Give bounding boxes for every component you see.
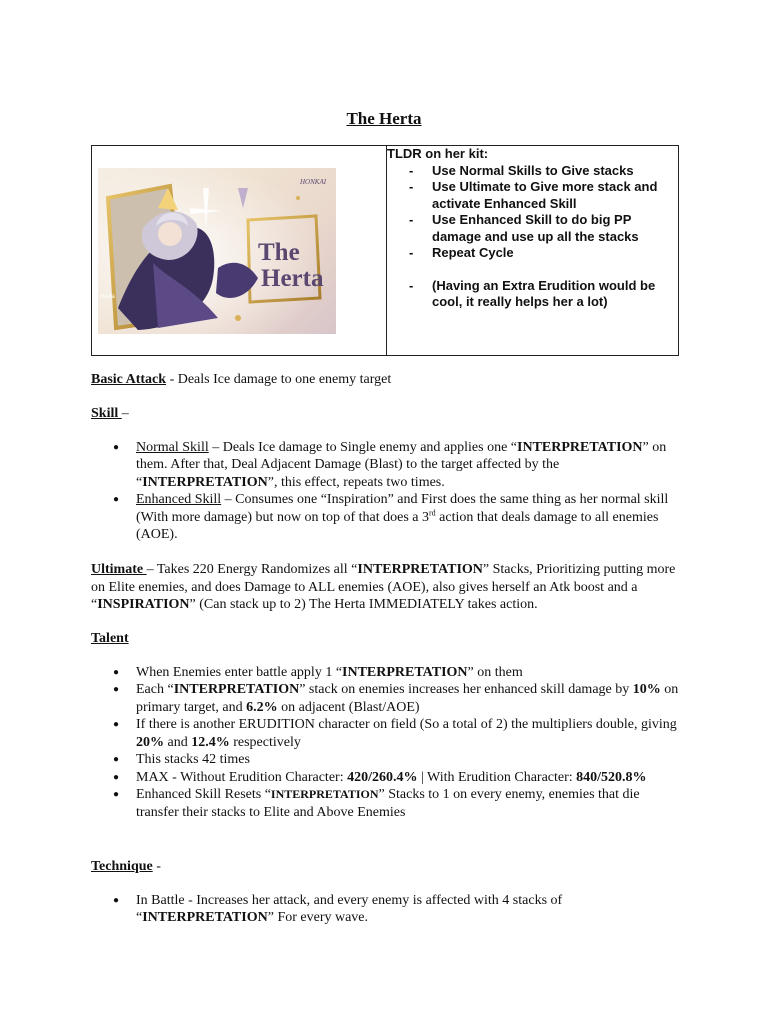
text-run: on primary target, and [136,682,679,715]
talent-list [91,664,681,822]
keyword: INTERPRETATION [342,664,468,680]
banner-cell [92,146,387,356]
keyword: INSPIRATION [97,597,190,612]
superscript: rd [428,507,436,517]
text-run: action that deals damage to all enemies (AOE). [136,509,659,542]
text-run: respectively [229,734,301,750]
text-run: MAX - Without Erudition Character: [136,769,348,785]
list-item [136,491,681,544]
tldr-cell [387,146,679,356]
character-banner-image [98,168,336,334]
kit-summary-table [91,145,679,356]
technique-label: Technique [91,859,153,874]
list-item [136,892,681,927]
list-item [136,716,681,751]
banner-artwork [98,168,336,334]
text-run: ” on them [467,664,523,680]
keyword: INTERPRETATION [357,562,483,577]
text-run: ” Stacks, Prioritizing putting more on Elite enemies, and does Damage to ALL enemies (AOE), also gives herself an Atk boost and a “ [91,562,676,612]
basic-attack-text: - Deals Ice damage to one enemy target [166,372,392,387]
value: 840/520.8% [576,769,647,785]
value: 6.2% [246,699,278,715]
value: 20% [136,734,164,750]
normal-skill-label: Normal Skill [136,439,209,455]
list-item [136,786,681,821]
text-run: ” on them. After that, Deal Adjacent Damage (Blast) to the target affected by the “ [136,439,667,490]
text-run: ” (Can stack up to 2) The Herta IMMEDIATELY takes action. [189,597,538,612]
skill-dash: – [121,406,129,421]
technique-list [91,892,681,927]
tldr-heading: TLDR on her kit: [387,146,489,161]
tldr-item: - (Having an Extra Erudition would be cool, it really helps her a lot) [409,278,678,311]
value: 12.4% [191,734,230,750]
value: 420/260.4% [347,769,418,785]
talent-section [91,630,681,821]
skill-label: Skill [91,406,122,421]
tldr-list [387,163,678,311]
list-item [136,664,681,682]
ultimate-label: Ultimate [91,562,147,577]
text-run: – Consumes one “Inspiration” and First does the same thing as her normal skill (With more damage) but now on top of that does a 3 [136,492,669,525]
text-run: If there is another ERUDITION character on field (So a total of 2) the multipliers double, giving [136,717,677,732]
text-run: ”, this effect, repeats two times. [267,474,445,490]
ultimate-section [91,561,681,614]
enhanced-skill-label: Enhanced Skill [136,492,222,507]
tldr-item: - Use Ultimate to Give more stack and activate Enhanced Skill [409,179,678,212]
tldr-item: - Repeat Cycle [409,245,678,262]
banner-logo: HONKAI [300,178,327,186]
keyword: INTERPRETATION [517,439,643,455]
text-run: Each “ [136,682,174,697]
document-title: The Herta [346,109,422,128]
text-run: – Deals Ice damage to Single enemy and applies one “ [208,439,518,455]
keyword: INTERPRETATION [142,910,268,925]
text-run: In Battle - Increases her attack, and every enemy is affected with 4 stacks of “ [136,892,563,925]
text-run: ” For every wave. [267,910,369,925]
keyword: INTERPRETATION [173,682,300,697]
tldr-item: - Use Normal Skills to Give stacks [409,163,678,180]
banner-title-line1: The [258,239,300,266]
tldr-item: - Use Enhanced Skill to do big PP damage and use up all the stacks [409,212,678,245]
technique-section [91,858,681,927]
list-item [136,681,681,716]
keyword: INTERPRETATION [142,474,268,490]
basic-attack-label: Basic Attack [91,372,167,387]
value: 10% [632,682,661,697]
list-item [136,769,681,787]
keyword: INTERPRETATION [270,787,379,801]
banner-title-line2: Herta [261,265,324,292]
text-run: and [164,734,192,750]
text-run: ” stack on enemies increases her enhanced skill damage by [299,682,633,697]
text-run: – Takes 220 Energy Randomizes all “ [146,562,358,577]
skill-list [91,439,681,544]
technique-dash: - [152,859,161,874]
text-run: When Enemies enter battle apply 1 “ [136,664,343,680]
text-run: Enhanced Skill Resets “ [136,787,271,802]
text-run: ” Stacks to 1 on every enemy, enemies that die transfer their stacks to Elite and Above Enemies [136,787,640,820]
list-item [136,439,681,492]
text-run: | With Erudition Character: [417,769,577,785]
list-item: ● This stacks 42 times [136,751,681,769]
talent-label: Talent [91,631,129,646]
text-run: on adjacent (Blast/AOE) [277,699,420,715]
skill-section [91,405,681,544]
basic-attack-section [91,371,681,389]
banner-name-tag: Herta [100,294,115,300]
